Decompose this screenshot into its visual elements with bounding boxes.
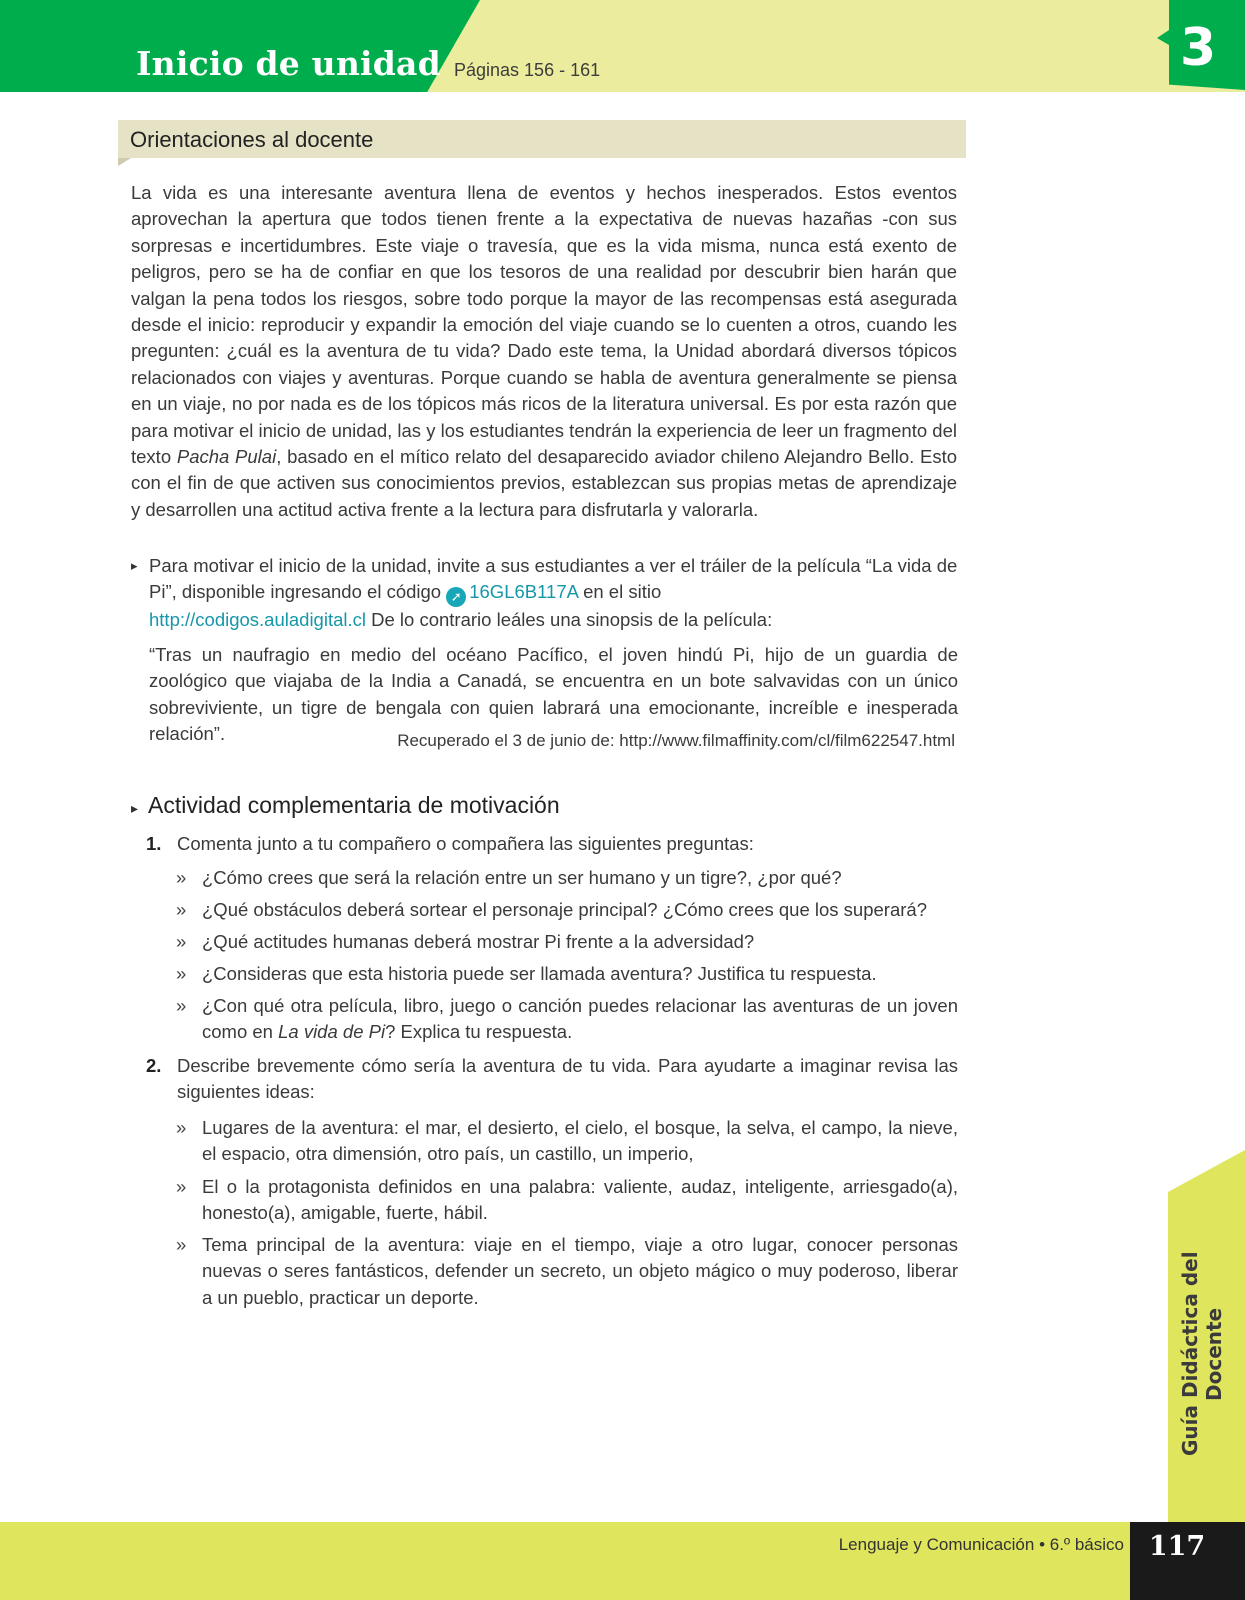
- item-number: 2.: [146, 1055, 162, 1076]
- list-item: » ¿Qué actitudes humanas deberá mostrar Pi frente a la adversidad?: [176, 929, 958, 955]
- page-number: 117: [1148, 1531, 1206, 1562]
- intro-text-1: La vida es una interesante aventura llena de eventos y hechos inesperados. Estos eventos aprovechan la apertura que todos tienen frente a la expectativa de nuevas hazañas -con sus sorpresas e incertidumbres. Este viaje o travesía, que es la vida misma, nunca está exento de peligros, pero se ha de confiar en que los tesoros de una realidad por descubrir bien harán que valgan la pena todos los riesgos, sobre todo porque la mayor de las recompensas está asegurada desde el inicio: reproducir y expandir la emoción del viaje cuando se lo cuenten a otros, cuando les pregunten: ¿cuál es la aventura de tu vida? Dado este tema, la Unidad abordará diversos tópicos relacionados con viajes y aventuras. Porque cuando se habla de aventura generalmente se piensa en un viaje, no por nada es de los tópicos más ricos de la literatura universal. Es por esta razón que para motivar el inicio de unidad, las y los estudiantes tendrán la experiencia de leer un fragmento del texto: [131, 182, 957, 468]
- activity-title: [131, 792, 560, 819]
- motivation-text-2: en el sitio: [577, 581, 662, 603]
- footer-subject: Lenguaje y Comunicación • 6.º básico: [838, 1535, 1124, 1554]
- motivation-bullet: [131, 553, 959, 634]
- activity-item-1: [146, 831, 958, 857]
- list-item: » Tema principal de la aventura: viaje en el tiempo, viaje a otro lugar, conocer personas nuevas o seres fantásticos, defender un secreto, un objeto mágico o muy poderoso, liberar a un pueblo, practicar un deporte.: [176, 1234, 958, 1308]
- item-text: Comenta junto a tu compañero o compañera las siguientes preguntas:: [177, 833, 754, 854]
- activity-title-text: Actividad complementaria de motivación: [148, 792, 560, 818]
- bullet-marker: »: [176, 1176, 187, 1197]
- pages-reference: Páginas 156 - 161: [454, 60, 601, 80]
- side-tab-label: Guía Didáctica del Docente: [1178, 1251, 1226, 1457]
- movie-title: La vida de Pi: [278, 1021, 386, 1043]
- code-link[interactable]: 16GL6B117A: [469, 581, 578, 603]
- section-title: Orientaciones al docente: [130, 127, 374, 152]
- section-band-tail: [118, 158, 131, 166]
- bullet-marker: »: [176, 867, 187, 888]
- page-title: Inicio de unidad: [136, 44, 441, 83]
- bullet-marker: »: [176, 899, 187, 920]
- bullet-marker: »: [176, 931, 187, 952]
- list-item: » ¿Con qué otra película, libro, juego o canción puedes relacionar las aventuras de un joven como en La vida de Pi? Explica tu respuesta.: [176, 995, 958, 1043]
- intro-paragraph: [131, 180, 957, 523]
- list-item: » El o la protagonista definidos en una palabra: valiente, audaz, inteligente, arriesgado(a), honesto(a), amigable, fuerte, hábil.: [176, 1176, 958, 1224]
- unit-number: 3: [1180, 18, 1217, 78]
- quote-source: Recuperado el 3 de junio de: http://www.filmaffinity.com/cl/film622547.html: [397, 731, 955, 750]
- activity-item-2: [146, 1053, 958, 1106]
- list-item: » ¿Qué obstáculos deberá sortear el personaje principal? ¿Cómo crees que los superará?: [176, 897, 958, 923]
- list-item: » ¿Cómo crees que será la relación entre un ser humano y un tigre?, ¿por qué?: [176, 865, 958, 891]
- motivation-text-1: Para motivar el inicio de la unidad, invite a sus estudiantes a ver el tráiler de la película “La vida de Pi”, disponible ingresando el código: [149, 555, 958, 603]
- intro-text-2: , basado en el mítico relato del desaparecido aviador chileno Alejandro Bello. Esto con el fin de que activen sus conocimientos previos, establezcan sus propias metas de aprendizaje y desarrollen una actitud activa frente a la lectura para disfrutarla y valorarla.: [131, 446, 958, 520]
- bullet-marker: »: [176, 1234, 187, 1255]
- bullet-marker: »: [176, 963, 187, 984]
- motivation-text-3: De lo contrario leáles una sinopsis de la película:: [366, 609, 773, 631]
- book-title: Pacha Pulai: [176, 446, 277, 468]
- code-arrow-icon: ➚: [446, 587, 466, 607]
- list-item: » ¿Consideras que esta historia puede ser llamada aventura? Justifica tu respuesta.: [176, 961, 958, 987]
- item-text: Describe brevemente cómo sería la aventura de tu vida. Para ayudarte a imaginar revisa las siguientes ideas:: [177, 1055, 958, 1103]
- list-item: » Lugares de la aventura: el mar, el desierto, el cielo, el bosque, la selva, el campo, la nieve, el espacio, otra dimensión, otro país, un castillo, un imperio,: [176, 1117, 958, 1165]
- url-link[interactable]: http://codigos.auladigital.cl: [149, 609, 366, 631]
- footer-bar: [0, 1522, 1245, 1600]
- triangle-bullet-icon: ▸: [131, 800, 139, 816]
- item-number: 1.: [146, 833, 162, 854]
- synopsis-quote: “Tras un naufragio en medio del océano Pacífico, el joven hindú Pi, hijo de un guardia de zoológico que viajaba de la India a Canadá, se encuentra en un bote salvavidas con un único sobreviviente, un tigre de bengala con quien labrará una emocionante, increíble e inesperada relación”.: [149, 644, 958, 745]
- bullet-marker: »: [176, 1117, 187, 1138]
- bullet-marker: »: [176, 995, 187, 1016]
- triangle-bullet-icon: ▸: [131, 558, 138, 573]
